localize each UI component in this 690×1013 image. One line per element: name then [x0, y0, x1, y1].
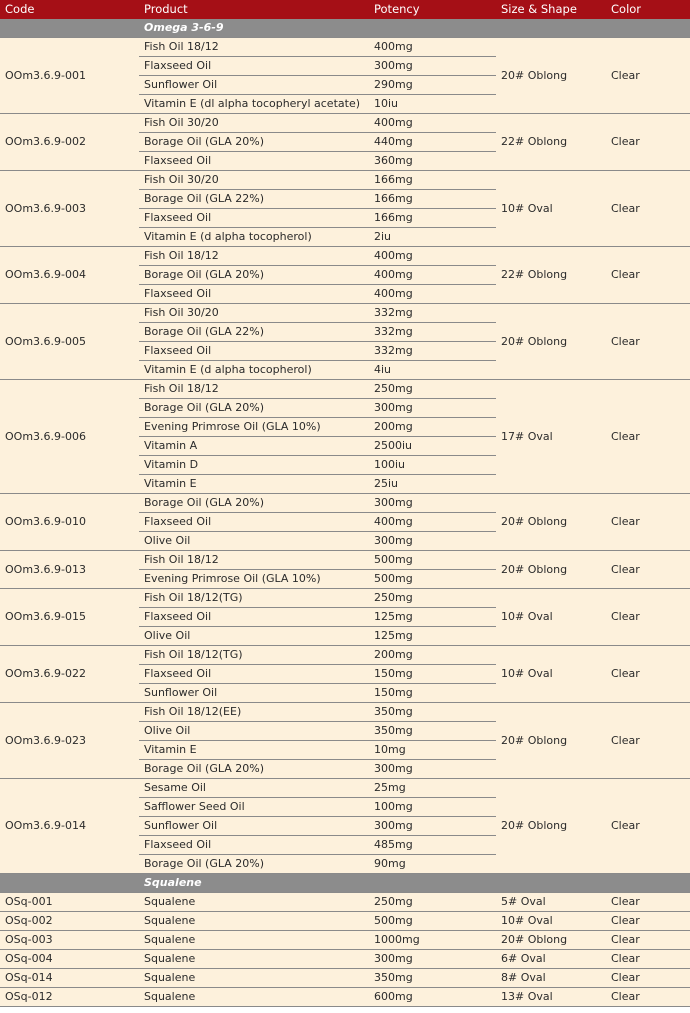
size-shape: 10# Oval — [496, 912, 606, 931]
product-name: Fish Oil 30/20 — [139, 114, 369, 133]
product-potency: 300mg — [369, 817, 496, 836]
product-potency: 332mg — [369, 323, 496, 342]
product-potency: 360mg — [369, 152, 496, 171]
table-row — [0, 931, 690, 950]
size-shape: 10# Oval — [496, 646, 606, 703]
product-potency: 300mg — [369, 494, 496, 513]
product-potency: 2iu — [369, 228, 496, 247]
table-row — [0, 646, 690, 665]
product-name: Borage Oil (GLA 20%) — [139, 855, 369, 874]
product-name: Borage Oil (GLA 20%) — [139, 760, 369, 779]
product-name: Sunflower Oil — [139, 76, 369, 95]
product-name: Vitamin E (d alpha tocopherol) — [139, 361, 369, 380]
table-body — [0, 19, 690, 1007]
product-potency: 100iu — [369, 456, 496, 475]
product-potency: 350mg — [369, 703, 496, 722]
size-shape: 20# Oblong — [496, 779, 606, 874]
size-shape: 8# Oval — [496, 969, 606, 988]
product-potency: 332mg — [369, 304, 496, 323]
table-row — [0, 969, 690, 988]
header-size-shape: Size & Shape — [496, 0, 606, 19]
product-potency: 150mg — [369, 665, 496, 684]
product-name: Flaxseed Oil — [139, 836, 369, 855]
product-name: Vitamin D — [139, 456, 369, 475]
product-name: Squalene — [139, 912, 369, 931]
product-potency: 1000mg — [369, 931, 496, 950]
product-name: Flaxseed Oil — [139, 209, 369, 228]
product-potency: 166mg — [369, 209, 496, 228]
product-code: OSq-003 — [0, 931, 139, 950]
product-potency: 400mg — [369, 285, 496, 304]
product-potency: 166mg — [369, 171, 496, 190]
product-potency: 10mg — [369, 741, 496, 760]
product-name: Flaxseed Oil — [139, 608, 369, 627]
product-potency: 400mg — [369, 266, 496, 285]
product-potency: 250mg — [369, 380, 496, 399]
table-row — [0, 247, 690, 266]
product-potency: 400mg — [369, 513, 496, 532]
section-title: Squalene — [139, 874, 690, 893]
size-shape: 20# Oblong — [496, 551, 606, 589]
table-row — [0, 893, 690, 912]
product-name: Fish Oil 18/12 — [139, 38, 369, 57]
capsule-color: Clear — [606, 646, 690, 703]
product-name: Sesame Oil — [139, 779, 369, 798]
product-name: Vitamin E — [139, 475, 369, 494]
header-row — [0, 0, 690, 19]
header-product: Product — [139, 0, 369, 19]
product-potency: 100mg — [369, 798, 496, 817]
product-name: Fish Oil 18/12 — [139, 551, 369, 570]
product-potency: 150mg — [369, 684, 496, 703]
product-code: OOm3.6.9-006 — [0, 380, 139, 494]
capsule-color: Clear — [606, 969, 690, 988]
product-potency: 400mg — [369, 38, 496, 57]
capsule-color: Clear — [606, 494, 690, 551]
product-potency: 166mg — [369, 190, 496, 209]
product-code: OOm3.6.9-002 — [0, 114, 139, 171]
product-name: Fish Oil 18/12(TG) — [139, 589, 369, 608]
product-code: OOm3.6.9-014 — [0, 779, 139, 874]
product-name: Borage Oil (GLA 22%) — [139, 323, 369, 342]
section-spacer — [0, 874, 139, 893]
size-shape: 6# Oval — [496, 950, 606, 969]
product-name: Borage Oil (GLA 20%) — [139, 266, 369, 285]
product-potency: 500mg — [369, 912, 496, 931]
product-name: Olive Oil — [139, 532, 369, 551]
size-shape: 20# Oblong — [496, 494, 606, 551]
capsule-color: Clear — [606, 589, 690, 646]
product-potency: 440mg — [369, 133, 496, 152]
product-potency: 332mg — [369, 342, 496, 361]
product-name: Squalene — [139, 969, 369, 988]
product-name: Flaxseed Oil — [139, 513, 369, 532]
product-potency: 485mg — [369, 836, 496, 855]
product-name: Evening Primrose Oil (GLA 10%) — [139, 570, 369, 589]
product-potency: 300mg — [369, 532, 496, 551]
product-name: Vitamin E (d alpha tocopherol) — [139, 228, 369, 247]
capsule-color: Clear — [606, 114, 690, 171]
product-name: Vitamin E — [139, 741, 369, 760]
product-name: Olive Oil — [139, 722, 369, 741]
product-potency: 350mg — [369, 969, 496, 988]
table-row — [0, 494, 690, 513]
section-header-row — [0, 874, 690, 893]
product-code: OOm3.6.9-001 — [0, 38, 139, 114]
capsule-color: Clear — [606, 247, 690, 304]
product-name: Safflower Seed Oil — [139, 798, 369, 817]
product-potency: 125mg — [369, 608, 496, 627]
product-name: Fish Oil 18/12 — [139, 247, 369, 266]
product-code: OSq-001 — [0, 893, 139, 912]
capsule-color: Clear — [606, 703, 690, 779]
header-potency: Potency — [369, 0, 496, 19]
product-potency: 250mg — [369, 893, 496, 912]
capsule-color: Clear — [606, 304, 690, 380]
product-potency: 290mg — [369, 76, 496, 95]
header-color: Color — [606, 0, 690, 19]
table-row — [0, 589, 690, 608]
table-row — [0, 779, 690, 798]
size-shape: 10# Oval — [496, 589, 606, 646]
size-shape: 20# Oblong — [496, 304, 606, 380]
product-name: Fish Oil 30/20 — [139, 304, 369, 323]
product-potency: 250mg — [369, 589, 496, 608]
product-code: OOm3.6.9-013 — [0, 551, 139, 589]
product-potency: 500mg — [369, 570, 496, 589]
product-name: Borage Oil (GLA 20%) — [139, 399, 369, 418]
size-shape: 5# Oval — [496, 893, 606, 912]
product-potency: 600mg — [369, 988, 496, 1007]
size-shape: 13# Oval — [496, 988, 606, 1007]
size-shape: 20# Oblong — [496, 931, 606, 950]
section-spacer — [0, 19, 139, 38]
product-potency: 25iu — [369, 475, 496, 494]
table-row — [0, 304, 690, 323]
product-name: Fish Oil 18/12(TG) — [139, 646, 369, 665]
product-name: Vitamin E (dl alpha tocopheryl acetate) — [139, 95, 369, 114]
product-name: Olive Oil — [139, 627, 369, 646]
product-potency: 200mg — [369, 418, 496, 437]
capsule-color: Clear — [606, 912, 690, 931]
product-potency: 90mg — [369, 855, 496, 874]
size-shape: 20# Oblong — [496, 703, 606, 779]
product-potency: 2500iu — [369, 437, 496, 456]
product-name: Flaxseed Oil — [139, 57, 369, 76]
capsule-color: Clear — [606, 988, 690, 1007]
product-potency: 200mg — [369, 646, 496, 665]
capsule-color: Clear — [606, 950, 690, 969]
product-code: OSq-002 — [0, 912, 139, 931]
capsule-color: Clear — [606, 38, 690, 114]
section-title: Omega 3-6-9 — [139, 19, 690, 38]
size-shape: 22# Oblong — [496, 114, 606, 171]
capsule-color: Clear — [606, 171, 690, 247]
product-potency: 4iu — [369, 361, 496, 380]
product-code: OOm3.6.9-004 — [0, 247, 139, 304]
product-potency: 300mg — [369, 399, 496, 418]
product-code: OOm3.6.9-003 — [0, 171, 139, 247]
product-name: Borage Oil (GLA 20%) — [139, 133, 369, 152]
table-row — [0, 380, 690, 399]
product-code: OOm3.6.9-010 — [0, 494, 139, 551]
product-potency: 125mg — [369, 627, 496, 646]
product-name: Fish Oil 18/12 — [139, 380, 369, 399]
table-row — [0, 912, 690, 931]
product-potency: 25mg — [369, 779, 496, 798]
product-name: Flaxseed Oil — [139, 152, 369, 171]
product-code: OSq-012 — [0, 988, 139, 1007]
capsule-color: Clear — [606, 893, 690, 912]
product-potency: 500mg — [369, 551, 496, 570]
product-name: Sunflower Oil — [139, 817, 369, 836]
header-code: Code — [0, 0, 139, 19]
product-potency: 300mg — [369, 57, 496, 76]
size-shape: 10# Oval — [496, 171, 606, 247]
table-row — [0, 171, 690, 190]
product-code: OOm3.6.9-005 — [0, 304, 139, 380]
product-name: Flaxseed Oil — [139, 342, 369, 361]
product-potency: 350mg — [369, 722, 496, 741]
capsule-color: Clear — [606, 779, 690, 874]
table-row — [0, 950, 690, 969]
product-code: OSq-004 — [0, 950, 139, 969]
product-name: Evening Primrose Oil (GLA 10%) — [139, 418, 369, 437]
product-name: Vitamin A — [139, 437, 369, 456]
product-code: OOm3.6.9-015 — [0, 589, 139, 646]
product-name: Borage Oil (GLA 22%) — [139, 190, 369, 209]
table-row — [0, 703, 690, 722]
capsule-color: Clear — [606, 551, 690, 589]
product-potency: 300mg — [369, 950, 496, 969]
table-row — [0, 551, 690, 570]
capsule-color: Clear — [606, 380, 690, 494]
product-name: Squalene — [139, 988, 369, 1007]
product-name: Squalene — [139, 931, 369, 950]
section-header-row — [0, 19, 690, 38]
table-row — [0, 114, 690, 133]
product-name: Flaxseed Oil — [139, 285, 369, 304]
product-code: OSq-014 — [0, 969, 139, 988]
table-row — [0, 38, 690, 57]
product-potency: 300mg — [369, 760, 496, 779]
product-name: Fish Oil 30/20 — [139, 171, 369, 190]
product-name: Borage Oil (GLA 20%) — [139, 494, 369, 513]
size-shape: 22# Oblong — [496, 247, 606, 304]
product-code: OOm3.6.9-022 — [0, 646, 139, 703]
table-row — [0, 988, 690, 1007]
size-shape: 20# Oblong — [496, 38, 606, 114]
product-potency: 400mg — [369, 114, 496, 133]
capsule-color: Clear — [606, 931, 690, 950]
product-potency: 400mg — [369, 247, 496, 266]
product-name: Fish Oil 18/12(EE) — [139, 703, 369, 722]
product-code: OOm3.6.9-023 — [0, 703, 139, 779]
product-name: Squalene — [139, 893, 369, 912]
product-potency: 10iu — [369, 95, 496, 114]
size-shape: 17# Oval — [496, 380, 606, 494]
product-name: Flaxseed Oil — [139, 665, 369, 684]
product-name: Sunflower Oil — [139, 684, 369, 703]
product-name: Squalene — [139, 950, 369, 969]
